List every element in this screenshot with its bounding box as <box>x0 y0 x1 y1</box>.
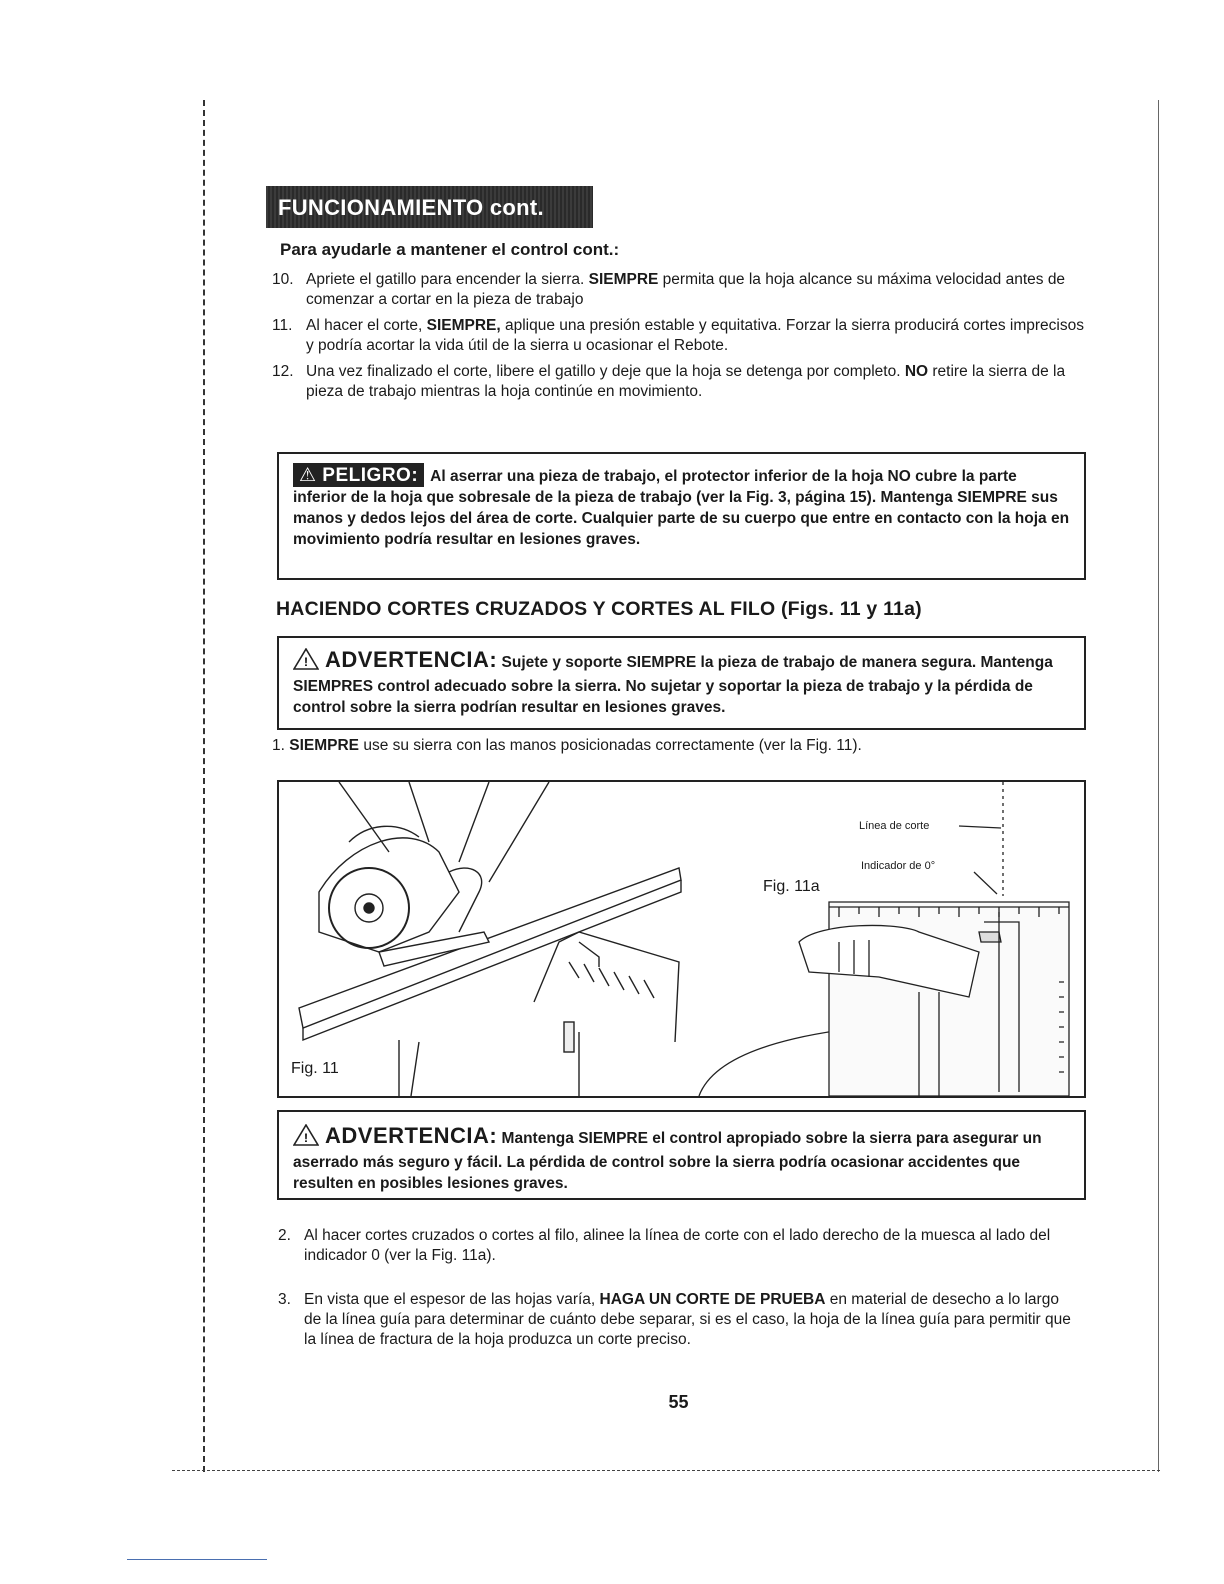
step-text-rest: permita que la hoja alcance su máxima velocidad antes de comenzar a cortar en la pieza de trabajo <box>306 271 1066 308</box>
warning-title: ADVERTENCIA: <box>325 647 498 672</box>
subheading: Para ayudarle a mantener el control cont.: <box>280 240 620 259</box>
step-number: 1. <box>272 737 285 754</box>
fig-11a-label: Fig. 11a <box>763 878 820 895</box>
fig-11-label: Fig. 11 <box>291 1060 339 1077</box>
step-number: 3. <box>278 1291 291 1308</box>
callout-zero-indicator: Indicador de 0° <box>861 860 936 872</box>
danger-text: Al aserrar una pieza de trabajo, el protector inferior de la hoja NO cubre la parte inferior de la hoja que sobresale de la pieza de trabajo (ver la Fig. 3, página 15). Mantenga SIEMPRE sus manos y dedos lejos del área de corte. Cualquier parte de su cuerpo que entre en contacto con la hoja en movimiento podría resultar en lesiones graves. <box>293 468 1070 548</box>
step-1 <box>272 737 862 755</box>
step-emphasis: SIEMPRE <box>289 737 360 754</box>
step-emphasis: SIEMPRE, <box>426 317 501 334</box>
step-2 <box>278 1226 1078 1266</box>
svg-text:!: ! <box>304 655 308 669</box>
lower-step-2 <box>278 1226 1078 1272</box>
step-text: use su sierra con las manos posicionadas correctamente (ver la Fig. 11). <box>359 737 862 754</box>
callout-cut-line: Línea de corte <box>859 820 930 832</box>
step-emphasis: HAGA UN CORTE DE PRUEBA <box>599 1291 826 1308</box>
step-text-rest: en material de desecho a lo largo de la línea guía para determinar de cuánto debe separar, si es el caso, la hoja de la línea guía para permitir que la línea de fractura de la hoja produzca un corte preciso. <box>304 1291 1071 1348</box>
step-text: Al hacer el corte, <box>306 317 427 334</box>
steps-list <box>272 270 1092 408</box>
danger-tag: ⚠ PELIGRO: <box>293 463 424 487</box>
page-number: 55 <box>668 1392 689 1412</box>
step-10 <box>272 270 1092 310</box>
step-11 <box>272 316 1092 356</box>
footer-rule <box>127 1559 267 1560</box>
step-number: 11. <box>272 317 293 334</box>
step-number: 2. <box>278 1227 291 1244</box>
cut-line-bottom <box>172 1470 1160 1471</box>
warning-text: Mantenga SIEMPRE el control apropiado sobre la sierra para asegurar un aserrado más seguro y fácil. La pérdida de control sobre la sierra podría ocasionar accidentes que resulten en posibles lesiones graves. <box>293 1130 1042 1192</box>
section-heading: HACIENDO CORTES CRUZADOS Y CORTES AL FILO (Figs. 11 y 11a) <box>276 598 922 620</box>
step-text: Apriete el gatillo para encender la sierra. <box>306 271 589 288</box>
step-emphasis: SIEMPRE <box>588 271 659 288</box>
step-3 <box>278 1290 1078 1350</box>
step-number: 10. <box>272 271 294 288</box>
step-12 <box>272 362 1092 402</box>
danger-box <box>277 452 1086 580</box>
section-banner: FUNCIONAMIENTO cont. <box>266 186 593 228</box>
step-text: Al hacer cortes cruzados o cortes al filo, alinee la línea de corte con el lado derecho de la muesca al lado del indicador 0 (ver la Fig. 11a). <box>304 1227 1051 1264</box>
warning-title: ADVERTENCIA: <box>325 1123 498 1148</box>
figure-illustration <box>279 782 1084 1096</box>
cut-line-left <box>203 100 205 1472</box>
step-text-rest: retire la sierra de la pieza de trabajo mientras la hoja continúe en movimiento. <box>306 363 1066 400</box>
step-text: En vista que el espesor de las hojas varía, <box>304 1291 600 1308</box>
warning-triangle-icon <box>293 648 319 676</box>
step-emphasis: NO <box>904 363 929 380</box>
page-edge-right <box>1158 100 1159 1472</box>
figure-box <box>277 780 1086 1098</box>
warning-box-1 <box>277 636 1086 730</box>
step-text-rest: aplique una presión estable y equitativa. Forzar la sierra producirá cortes imprecisos y podría acortar la vida útil de la sierra u ocasionar el Rebote. <box>306 317 1084 354</box>
warning-text: Sujete y soporte SIEMPRE la pieza de trabajo de manera segura. Mantenga SIEMPRES control adecuado sobre la sierra. No sujetar y soportar la pieza de trabajo y la pérdida de control sobre la sierra podrían resultar en lesiones graves. <box>293 654 1053 716</box>
step-text: Una vez finalizado el corte, libere el gatillo y deje que la hoja se detenga por completo. <box>306 363 905 380</box>
warning-box-2 <box>277 1110 1086 1200</box>
svg-text:!: ! <box>304 1131 308 1145</box>
warning-triangle-icon <box>293 1124 319 1152</box>
step-number: 12. <box>272 363 294 380</box>
lower-step-3 <box>278 1290 1078 1356</box>
